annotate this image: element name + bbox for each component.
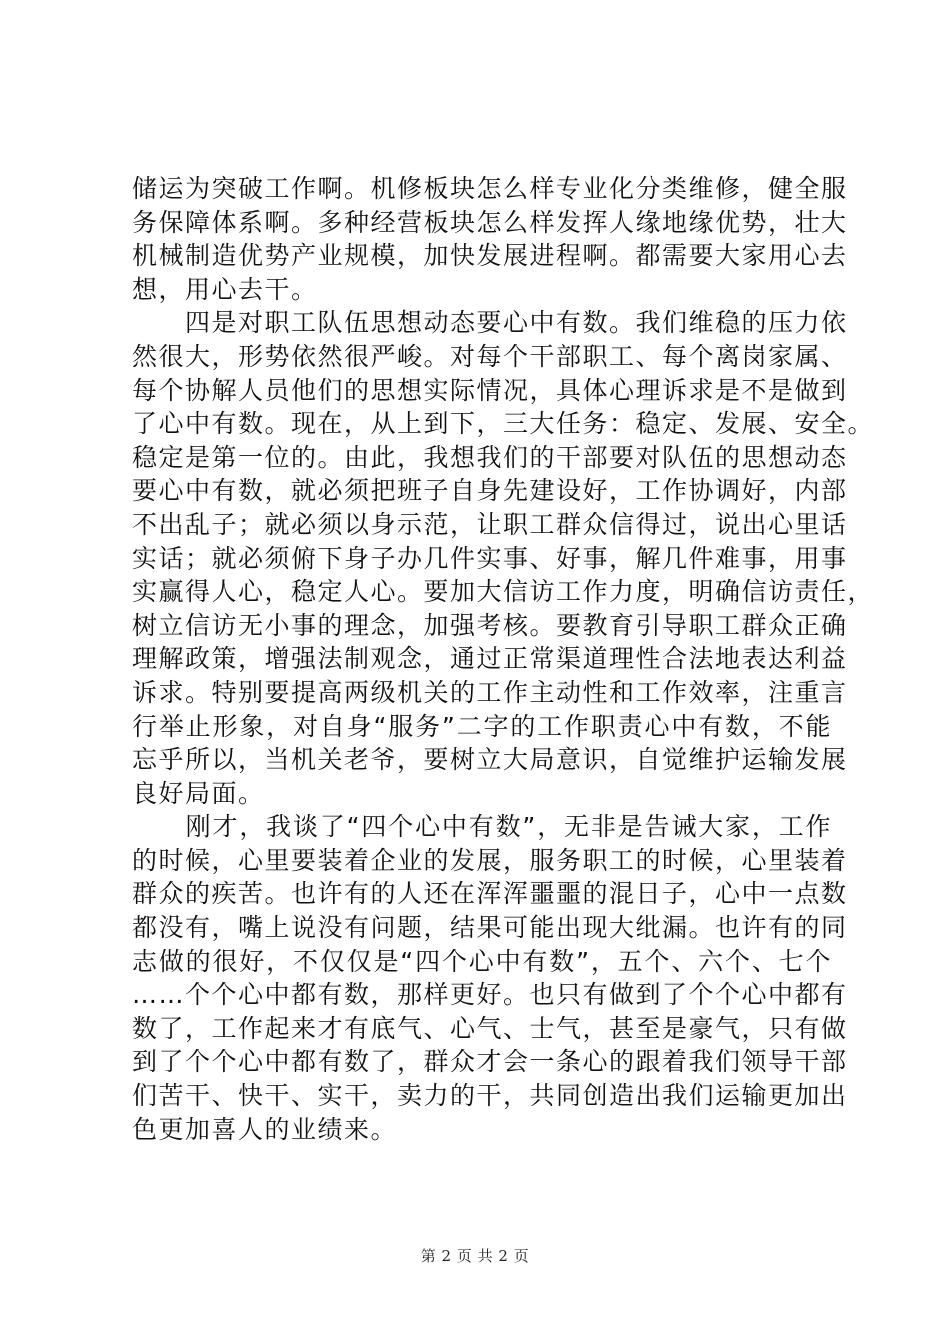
text-line: 到了个个心中都有数了，群众才会一条心的跟着我们领导干部 <box>132 1047 848 1077</box>
text-line: 志做的很好，不仅仅是“四个心中有数”，五个、六个、七个 <box>132 946 832 976</box>
text-line: 不出乱子；就必须以身示范，让职工群众信得过，说出心里话 <box>132 509 848 539</box>
text-line: 行举止形象，对自身“服务”二字的工作职责心中有数，不能 <box>132 711 832 741</box>
text-line: 要心中有数，就必须把班子自身先建设好，工作协调好，内部 <box>132 476 848 506</box>
text-line: 都没有，嘴上说没有问题，结果可能出现大纰漏。也许有的同 <box>132 913 848 943</box>
text-line: 稳定是第一位的。由此，我想我们的干部要对队伍的思想动态 <box>132 442 848 472</box>
text-line: 良好局面。 <box>132 778 265 808</box>
text-line: 储运为突破工作啊。机修板块怎么样专业化分类维修，健全服 <box>132 174 848 203</box>
text-line: 实赢得人心，稳定人心。要加大信访工作力度，明确信访责任， <box>132 577 875 607</box>
text-line: 树立信访无小事的理念，加强考核。要教育引导职工群众正确 <box>132 610 848 640</box>
text-line: 数了，工作起来才有底气、心气、士气，甚至是豪气，只有做 <box>132 1013 848 1043</box>
text-line: 诉求。特别要提高两级机关的工作主动性和工作效率，注重言 <box>132 677 848 707</box>
text-line: 想，用心去干。 <box>132 274 318 304</box>
text-line: 四是对职工队伍思想动态要心中有数。我们维稳的压力依 <box>132 308 848 338</box>
text-line: 群众的疾苦。也许有的人还在浑浑噩噩的混日子，心中一点数 <box>132 879 848 909</box>
text-line: 每个协解人员他们的思想实际情况，具体心理诉求是不是做到 <box>132 375 848 405</box>
text-line: 机械制造优势产业规模，加快发展进程啊。都需要大家用心去 <box>132 241 848 271</box>
text-line: 然很大，形势依然很严峻。对每个干部职工、每个离岗家属、 <box>132 341 848 371</box>
text-line: 了心中有数。现在，从上到下，三大任务：稳定、发展、安全。 <box>132 409 875 439</box>
text-line: 理解政策，增强法制观念，通过正常渠道理性合法地表达利益 <box>132 644 848 674</box>
text-line: 实话；就必须俯下身子办几件实事、好事，解几件难事，用事 <box>132 543 848 573</box>
text-line: 的时候，心里要装着企业的发展，服务职工的时候，心里装着 <box>132 845 848 875</box>
page-footer: 第 2 页 共 2 页 <box>420 1247 530 1265</box>
text-line: ……个个心中都有数，那样更好。也只有做到了个个心中都有 <box>132 980 848 1010</box>
text-line: 务保障体系啊。多种经营板块怎么样发挥人缘地缘优势，壮大 <box>132 207 848 237</box>
text-line: 们苦干、快干、实干，卖力的干，共同创造出我们运输更加出 <box>132 1081 848 1111</box>
text-line: 刚才，我谈了“四个心中有数”，无非是告诫大家，工作 <box>132 812 832 842</box>
text-line: 色更加喜人的业绩来。 <box>132 1114 398 1144</box>
text-line: 忘乎所以，当机关老爷，要树立大局意识，自觉维护运输发展 <box>132 745 848 775</box>
document-body <box>132 172 875 1146</box>
